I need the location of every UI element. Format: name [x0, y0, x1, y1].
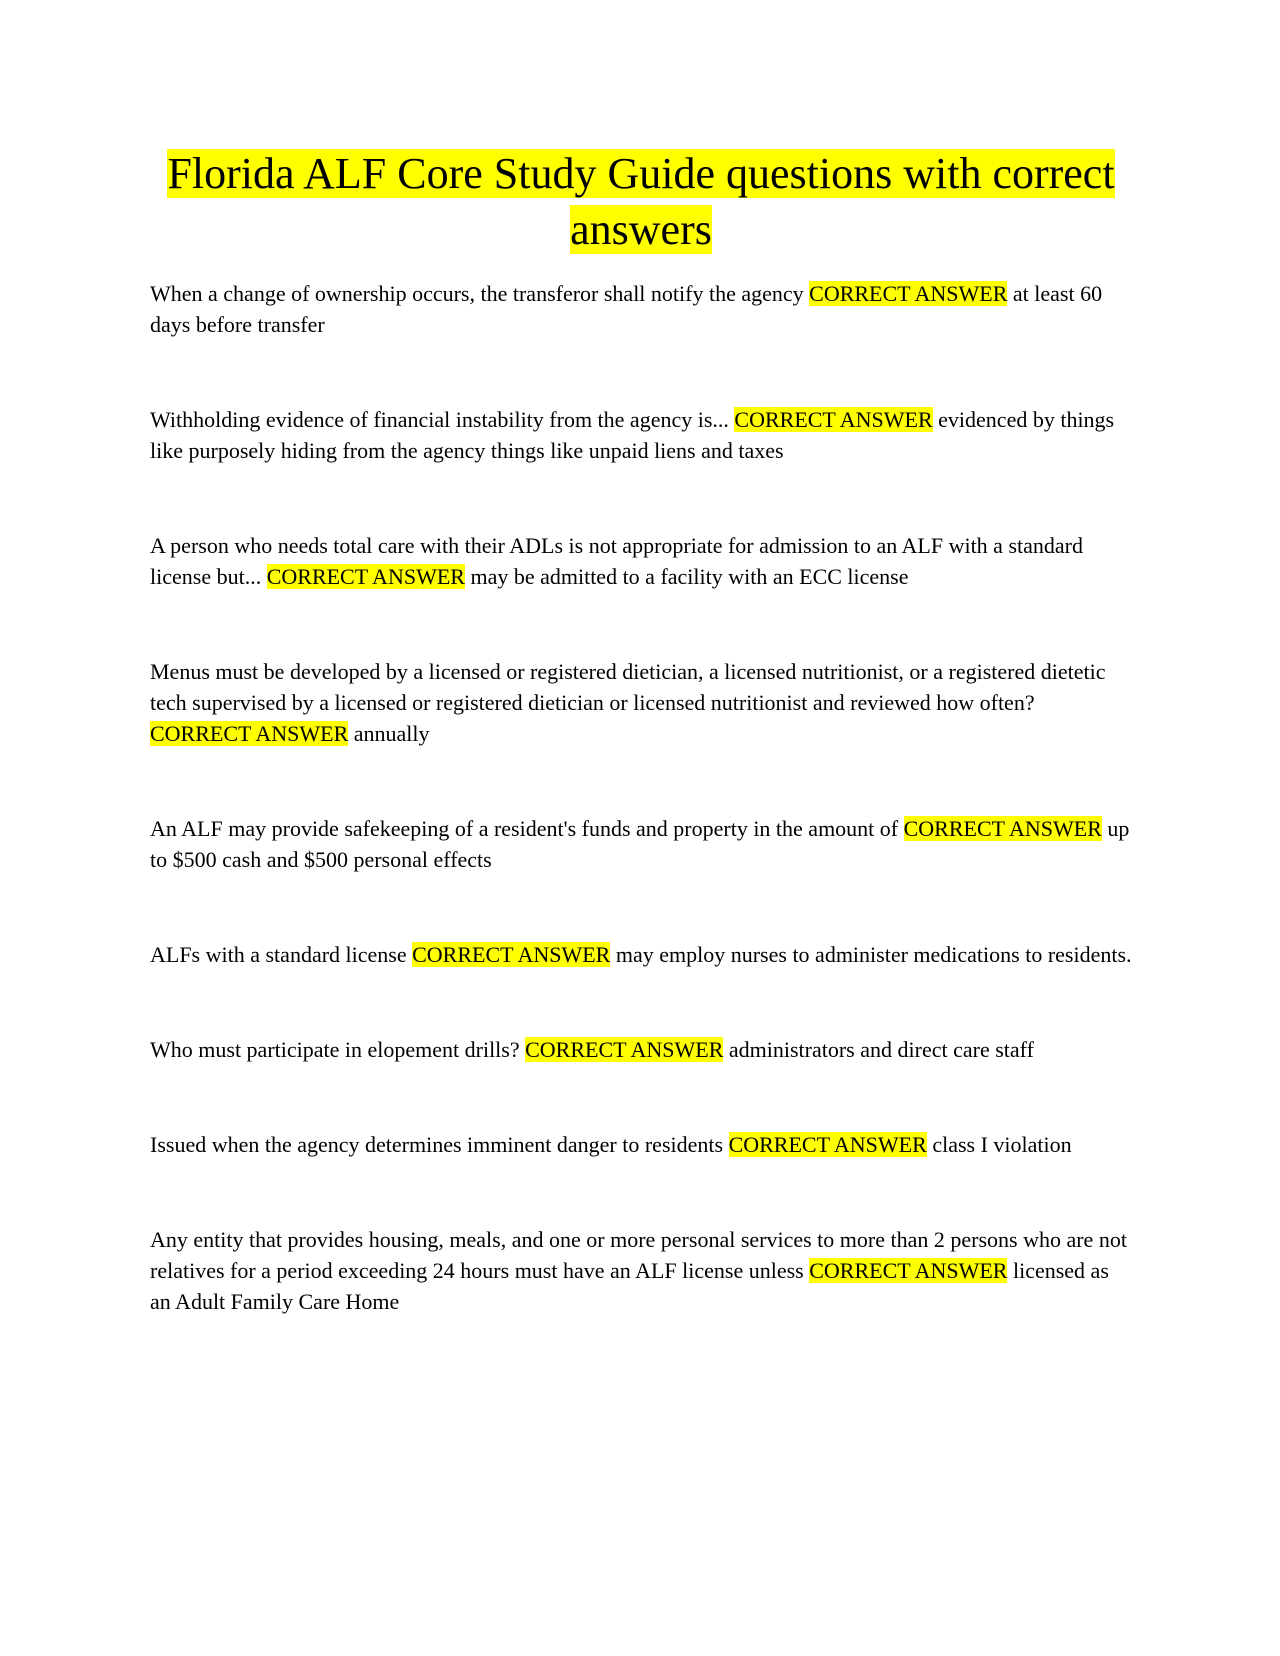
document-page: [150, 146, 1132, 1381]
qa-item: [150, 1129, 1132, 1160]
answer-text: evidenced by things like purposely hiding from the agency things like unpaid liens and taxes: [150, 407, 1115, 463]
answer-text: may be admitted to a facility with an ECC license: [470, 564, 909, 589]
answer-label: CORRECT ANSWER: [412, 942, 611, 967]
question-text: Any entity that provides housing, meals, and one or more personal services to more than 2 persons who are not relatives for a period exceeding 24 hours must have an ALF license unless: [150, 1227, 1127, 1283]
question-text: Issued when the agency determines imminent danger to residents: [150, 1132, 724, 1157]
answer-label: CORRECT ANSWER: [734, 407, 933, 432]
qa-item: [150, 530, 1132, 592]
question-text: Who must participate in elopement drills?: [150, 1037, 520, 1062]
answer-text: licensed as an Adult Family Care Home: [150, 1258, 1109, 1314]
qa-item: [150, 813, 1132, 875]
answer-label: CORRECT ANSWER: [903, 816, 1102, 841]
qa-item: [150, 939, 1132, 970]
answer-text: annually: [353, 721, 430, 746]
qa-item: [150, 1224, 1132, 1317]
answer-label: CORRECT ANSWER: [525, 1037, 724, 1062]
question-text: When a change of ownership occurs, the transferor shall notify the agency: [150, 281, 804, 306]
answer-label: CORRECT ANSWER: [809, 281, 1008, 306]
answer-label: CORRECT ANSWER: [728, 1132, 927, 1157]
answer-text: at least 60 days before transfer: [150, 281, 1103, 337]
question-text: ALFs with a standard license: [150, 942, 407, 967]
question-text: An ALF may provide safekeeping of a resident's funds and property in the amount of: [150, 816, 899, 841]
answer-text: administrators and direct care staff: [728, 1037, 1034, 1062]
document-title-text: Florida ALF Core Study Guide questions with correct answers: [167, 149, 1115, 254]
answer-label: CORRECT ANSWER: [266, 564, 465, 589]
qa-item: [150, 404, 1132, 466]
question-text: Withholding evidence of financial instability from the agency is...: [150, 407, 729, 432]
qa-item: [150, 656, 1132, 749]
answer-text: class I violation: [932, 1132, 1072, 1157]
answer-text: may employ nurses to administer medications to residents.: [615, 942, 1132, 967]
answer-text: up to $500 cash and $500 personal effects: [150, 816, 1130, 872]
qa-item: [150, 278, 1132, 340]
question-text: Menus must be developed by a licensed or registered dietician, a licensed nutritionist, or a registered dietetic tech supervised by a licensed or registered dietician or licensed nutritionist and reviewed how often?: [150, 659, 1106, 715]
question-text: A person who needs total care with their ADLs is not appropriate for admission to an ALF with a standard license but...: [150, 533, 1083, 589]
document-title: [150, 146, 1132, 258]
qa-item: [150, 1034, 1132, 1065]
answer-label: CORRECT ANSWER: [150, 721, 349, 746]
answer-label: CORRECT ANSWER: [809, 1258, 1008, 1283]
